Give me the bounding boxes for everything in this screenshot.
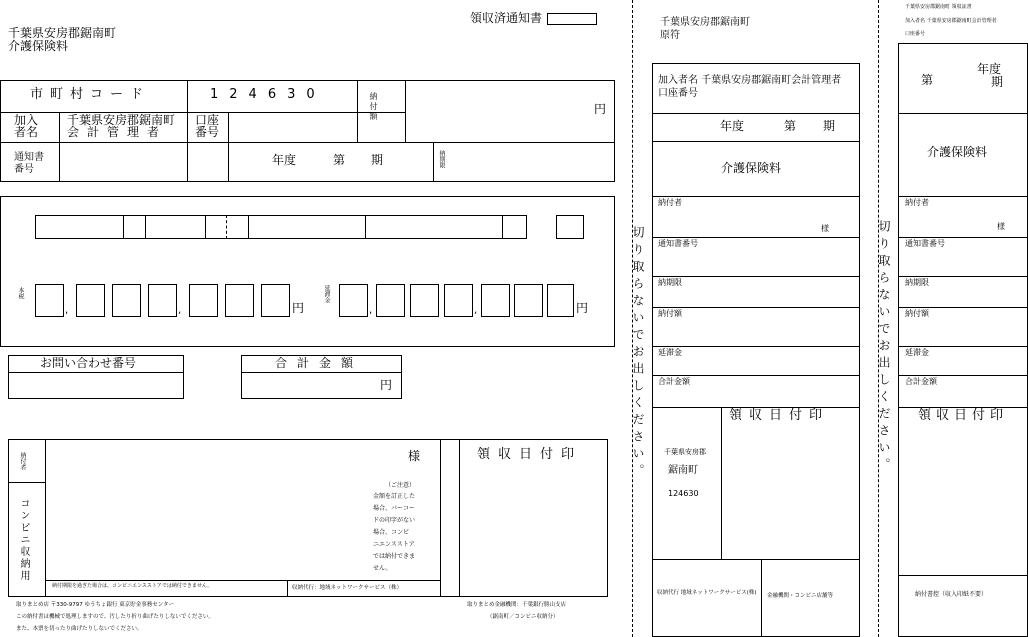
caution-line: 場合、バーコー	[373, 505, 416, 512]
notice-no-label-2: 番号	[14, 164, 34, 175]
principal-digit	[189, 284, 218, 317]
stub1-fiscal-year: 年度	[720, 119, 745, 133]
surcharge-comma: ,	[474, 305, 478, 316]
period-label: 期	[371, 153, 384, 167]
surcharge-digit	[410, 284, 439, 317]
principal-digit	[76, 284, 105, 317]
stub2-surcharge: 延滞金	[905, 348, 929, 357]
stub1-frame	[652, 63, 860, 637]
stub2-insurance-name: 介護保険料	[927, 145, 988, 159]
caution-line: 場合、コンビ	[373, 529, 410, 536]
principal-yen: 円	[292, 301, 305, 315]
handling-note-2: また、本票を切ったり曲げたりしないでください。	[16, 626, 143, 632]
caution-line: ドの印字がない	[373, 517, 416, 524]
collection-agent: 収納代行：地域ネットワークサービス（株）	[292, 585, 403, 591]
payment-amount-label: 納付額	[369, 92, 378, 122]
stub2-sama: 様	[997, 222, 1005, 231]
stub1-office-1: 千葉県安房郡	[664, 448, 706, 456]
stub1-due-date: 納期限	[658, 278, 682, 287]
subscriber-name-2: 会計管理者	[67, 125, 168, 139]
cut-notice: 切り取らないでお出しください。	[631, 226, 645, 481]
subscriber-label-2: 者名	[14, 125, 39, 139]
principal-digit	[35, 284, 64, 317]
check-digit-box	[556, 215, 584, 239]
surcharge-digit	[376, 284, 405, 317]
stub2-receipt-stamp: 領収日付印	[918, 408, 1009, 423]
surcharge-label: 延滞金	[323, 285, 330, 303]
due-date-label-1: 納期限	[438, 150, 445, 168]
bank-collector-2: （鋸南町／コンビニ収納分）	[487, 614, 559, 620]
principal-comma: ,	[65, 305, 69, 316]
bank-collector-1: 取りまとめ金融機関：千葉銀行勝山支店	[467, 602, 567, 608]
stub2-frame	[898, 43, 1028, 637]
stub1-insurance-name: 介護保険料	[721, 161, 782, 175]
municipality-code-label: 市町村コード	[30, 87, 151, 102]
inquiry-number-label: お問い合わせ番号	[40, 356, 137, 370]
stub1-bank: 金融機関・コンビニ店舗等	[767, 593, 834, 599]
total-amount-label: 合計金額	[275, 356, 364, 370]
receipt-stamp-label: 領収日付印	[477, 447, 583, 462]
subscriber-name-1: 千葉県安房郡鋸南町	[67, 113, 176, 127]
stub2-footer: 納付書控（収入印紙不要）	[915, 591, 988, 598]
payer-box	[8, 439, 608, 597]
notice-no-label-1: 通知書	[14, 152, 44, 163]
stub2-header-2: 加入者名 千葉県安房郡鋸南町会計管理者	[905, 18, 997, 24]
stub1-period: 期	[823, 119, 836, 133]
surcharge-digit	[547, 284, 574, 317]
stub1-notice-no: 通知書番号	[658, 239, 698, 248]
stub2-period: 期	[991, 75, 1004, 89]
caution-line: 金額を訂正した	[373, 493, 416, 500]
account-label-2: 番号	[195, 125, 220, 139]
surcharge-digit	[444, 284, 473, 317]
stub1-receipt-stamp: 領収日付印	[729, 408, 830, 423]
stub2-amount: 納付額	[905, 309, 929, 318]
principal-digit	[225, 284, 254, 317]
caution-title: （ご注意）	[385, 482, 416, 489]
term-label: 第	[333, 153, 346, 167]
total-amount-yen: 円	[380, 378, 393, 392]
stub1-surcharge: 延滞金	[658, 348, 682, 357]
payment-amount-yen: 円	[594, 102, 607, 116]
principal-label: 本税	[17, 287, 24, 299]
stub2-term: 第	[921, 73, 934, 87]
subscriber-label-1: 加入	[14, 113, 39, 127]
payer-label: 納付者	[19, 452, 26, 470]
caution-line: では納付できま	[373, 553, 416, 560]
surcharge-comma: ,	[369, 305, 373, 316]
caution-line: せん。	[373, 565, 392, 572]
stub2-notice-no: 通知書番号	[905, 239, 945, 248]
stub1-kind: 原符	[660, 30, 680, 41]
caution-line: ニエンスストア	[373, 541, 415, 548]
stub1-payer: 納付者	[658, 198, 682, 207]
expired-note: 納付期限を過ぎた場合は、コンビニエンスストアでは納付できません。	[52, 583, 213, 589]
stub1-total: 合計金額	[658, 377, 690, 386]
town-name: 千葉県安房郡鋸南町	[8, 26, 117, 40]
surcharge-digit	[481, 284, 510, 317]
payer-sama: 様	[408, 449, 421, 463]
stub1-town-name: 千葉県安房郡鋸南町	[660, 17, 750, 28]
cut-notice: 切り取らないでお出しください。	[877, 220, 891, 475]
principal-comma: ,	[178, 305, 182, 316]
notice-title-box	[547, 13, 597, 25]
stub2-fiscal-year: 年度	[977, 62, 1002, 76]
stub1-account: 口座番号	[658, 88, 698, 99]
handling-note-1: この納付書は機械で処理しますので、汚したり折り曲げたりしないでください。	[16, 614, 214, 620]
surcharge-yen: 円	[576, 301, 589, 315]
stub1-subscriber: 加入者名 千葉県安房郡鋸南町会計管理者	[658, 75, 842, 86]
principal-digit	[112, 284, 141, 317]
barcode-strip	[35, 215, 527, 239]
stub2-header-1: 千葉県安房郡鋸南町 領収証書	[905, 4, 972, 10]
principal-digit	[148, 284, 177, 317]
notice-title: 領収済通知書	[470, 11, 543, 25]
surcharge-digit	[339, 284, 368, 317]
stub2-payer: 納付者	[905, 198, 929, 207]
account-label-1: 口座	[195, 113, 220, 127]
surcharge-digit	[514, 284, 543, 317]
collector-line: 取りまとめ店 〒330-9797 ゆうちょ銀行 東京貯金事務センター	[16, 602, 175, 608]
stub1-office-2: 鋸南町	[668, 465, 698, 476]
insurance-name: 介護保険料	[8, 39, 69, 53]
stub2-due-date: 納期限	[905, 278, 929, 287]
stub1-code: 124630	[668, 489, 699, 498]
stub2-total: 合計金額	[905, 377, 937, 386]
municipality-code: 124630	[210, 87, 326, 102]
fiscal-year-label: 年度	[272, 153, 297, 167]
principal-digit	[261, 284, 290, 317]
stub2-header-3: 口座番号	[905, 31, 926, 37]
stub1-agent: 収納代行 地域ネットワークサービス(株)	[657, 590, 757, 596]
convenience-label: コンビニ収納用	[18, 498, 29, 582]
stub1-amount: 納付額	[658, 309, 682, 318]
stub1-term: 第	[784, 119, 797, 133]
stub1-sama: 様	[821, 224, 829, 233]
